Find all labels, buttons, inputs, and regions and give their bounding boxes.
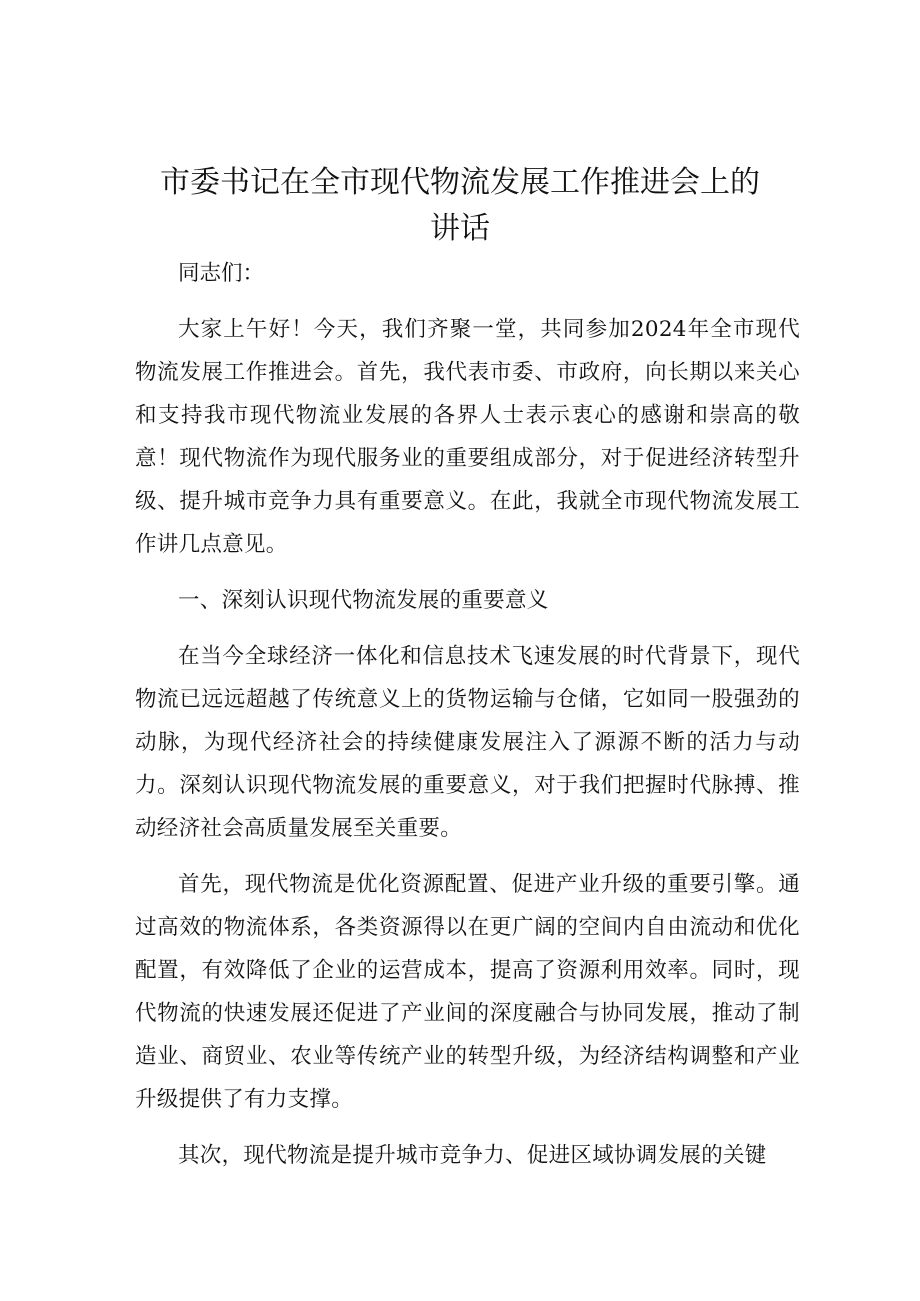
paragraph-second-point: 其次，现代物流是提升城市竞争力、促进区域协调发展的关键 bbox=[178, 1143, 767, 1168]
salutation: 同志们： bbox=[178, 261, 265, 286]
section-heading-1: 一、深刻认识现代物流发展的重要意义 bbox=[178, 588, 549, 613]
document-title bbox=[120, 160, 800, 252]
document-body bbox=[135, 252, 800, 1190]
paragraph-background: 在当今全球经济一体化和信息技术飞速发展的时代背景下，现代物流已远远超越了传统意义上的货物运输与仓储，它如同一股强劲的动脉，为现代经济社会的持续健康发展注入了源源不断的活力与动力。深刻认识现代物流发展的重要意义，对于我们把握时代脉搏、推动经济社会高质量发展至关重要。 bbox=[135, 644, 800, 841]
paragraph-opening: 大家上午好！今天，我们齐聚一堂，共同参加2024年全市现代物流发展工作推进会。首先，我代表市委、市政府，向长期以来关心和支持我市现代物流业发展的各界人士表示衷心的感谢和崇高的敬意！现代物流作为现代服务业的重要组成部分，对于促进经济转型升级、提升城市竞争力具有重要意义。在此，我就全市现代物流发展工作讲几点意见。 bbox=[135, 317, 800, 557]
title-line-1: 市委书记在全市现代物流发展工作推进会上的 bbox=[160, 165, 760, 200]
paragraph-first-point: 首先，现代物流是优化资源配置、促进产业升级的重要引擎。通过高效的物流体系，各类资源得以在更广阔的空间内自由流动和优化配置，有效降低了企业的运营成本，提高了资源利用效率。同时，现代物流的快速发展还促进了产业间的深度融合与协同发展，推动了制造业、商贸业、农业等传统产业的转型升级，为经济结构调整和产业升级提供了有力支撑。 bbox=[135, 872, 800, 1112]
title-line-2: 讲话 bbox=[430, 211, 490, 246]
